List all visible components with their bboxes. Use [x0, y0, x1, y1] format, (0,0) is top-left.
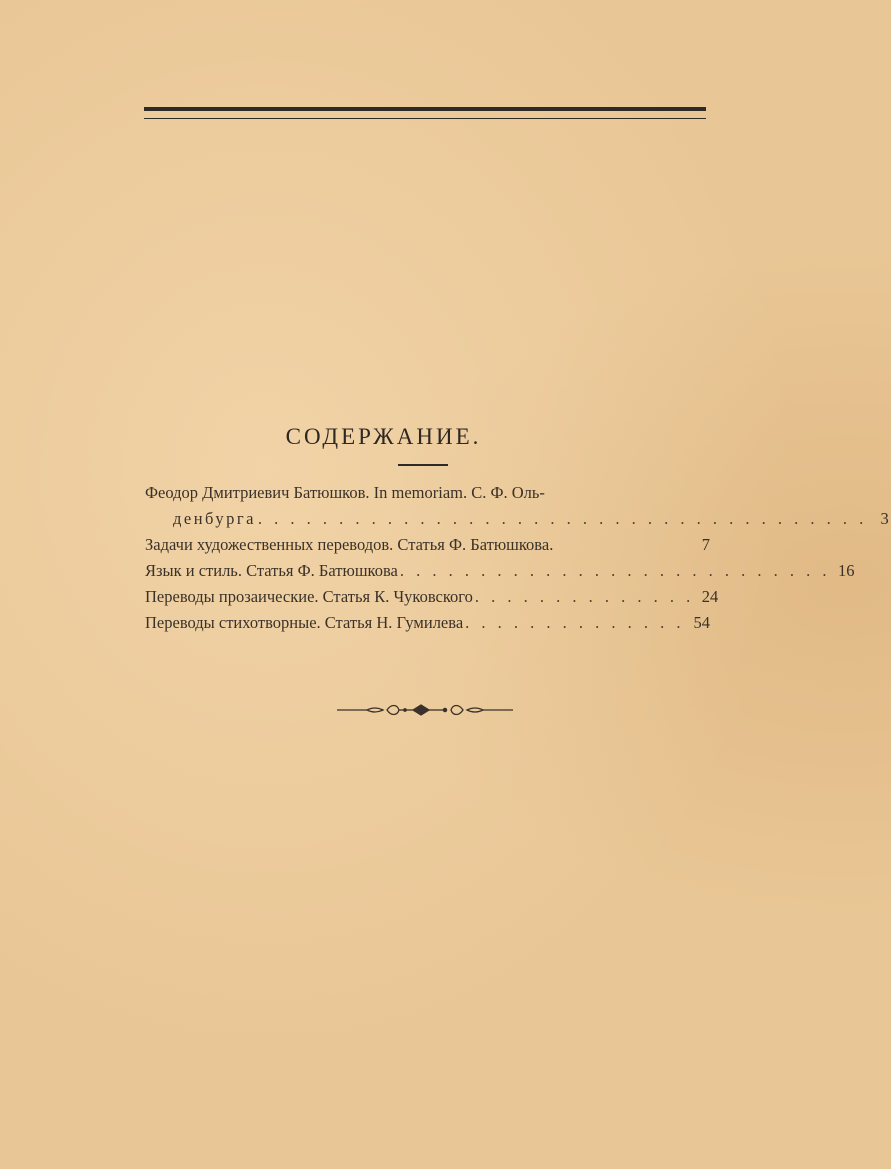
toc-leader-dots: . . . . . . . . . . . . . . . . . . . . . . . . . . . . . . . . . . . . . .	[257, 509, 868, 528]
toc-page-number: 7	[701, 535, 710, 554]
toc-leader-dots: . . . . . . . . . . . . . .	[465, 613, 685, 632]
toc-page-number: 3	[880, 509, 891, 528]
toc-entry-title: Задачи художественных переводов. Статья Ф. Батюшкова.	[145, 535, 554, 554]
toc-page-number: 54	[693, 613, 710, 632]
toc-entry	[145, 584, 719, 610]
toc-leader-dots: . . . . . . . . . . . . . . . . . . . . . . . . . . .	[399, 561, 831, 580]
toc-entry-title: денбурга	[173, 509, 256, 528]
toc-leader-dots: . . . . . . . . . . . . . .	[474, 587, 695, 606]
toc-entry	[145, 480, 710, 506]
heading-dash	[398, 464, 448, 466]
toc-entry-title: Переводы стихотворные. Статья Н. Гумилева	[145, 613, 464, 632]
table-of-contents	[145, 480, 891, 636]
toc-page-number: 24	[701, 587, 719, 606]
toc-entry	[145, 532, 710, 558]
decorative-ornament	[337, 700, 513, 720]
toc-entry	[145, 610, 710, 636]
top-rule-thick	[144, 107, 706, 111]
top-rule-thin	[144, 118, 706, 119]
toc-entry	[145, 506, 891, 532]
toc-entry-title: Переводы прозаические. Статья К. Чуковского	[145, 587, 473, 606]
toc-entry-title: Феодор Дмитриевич Батюшков. In memoriam. С. Ф. Оль-	[145, 483, 545, 502]
toc-entry	[145, 558, 855, 584]
contents-heading: СОДЕРЖАНИЕ.	[285, 424, 482, 449]
toc-entry-title: Язык и стиль. Статья Ф. Батюшкова	[145, 561, 398, 580]
toc-page-number: 16	[837, 561, 855, 580]
